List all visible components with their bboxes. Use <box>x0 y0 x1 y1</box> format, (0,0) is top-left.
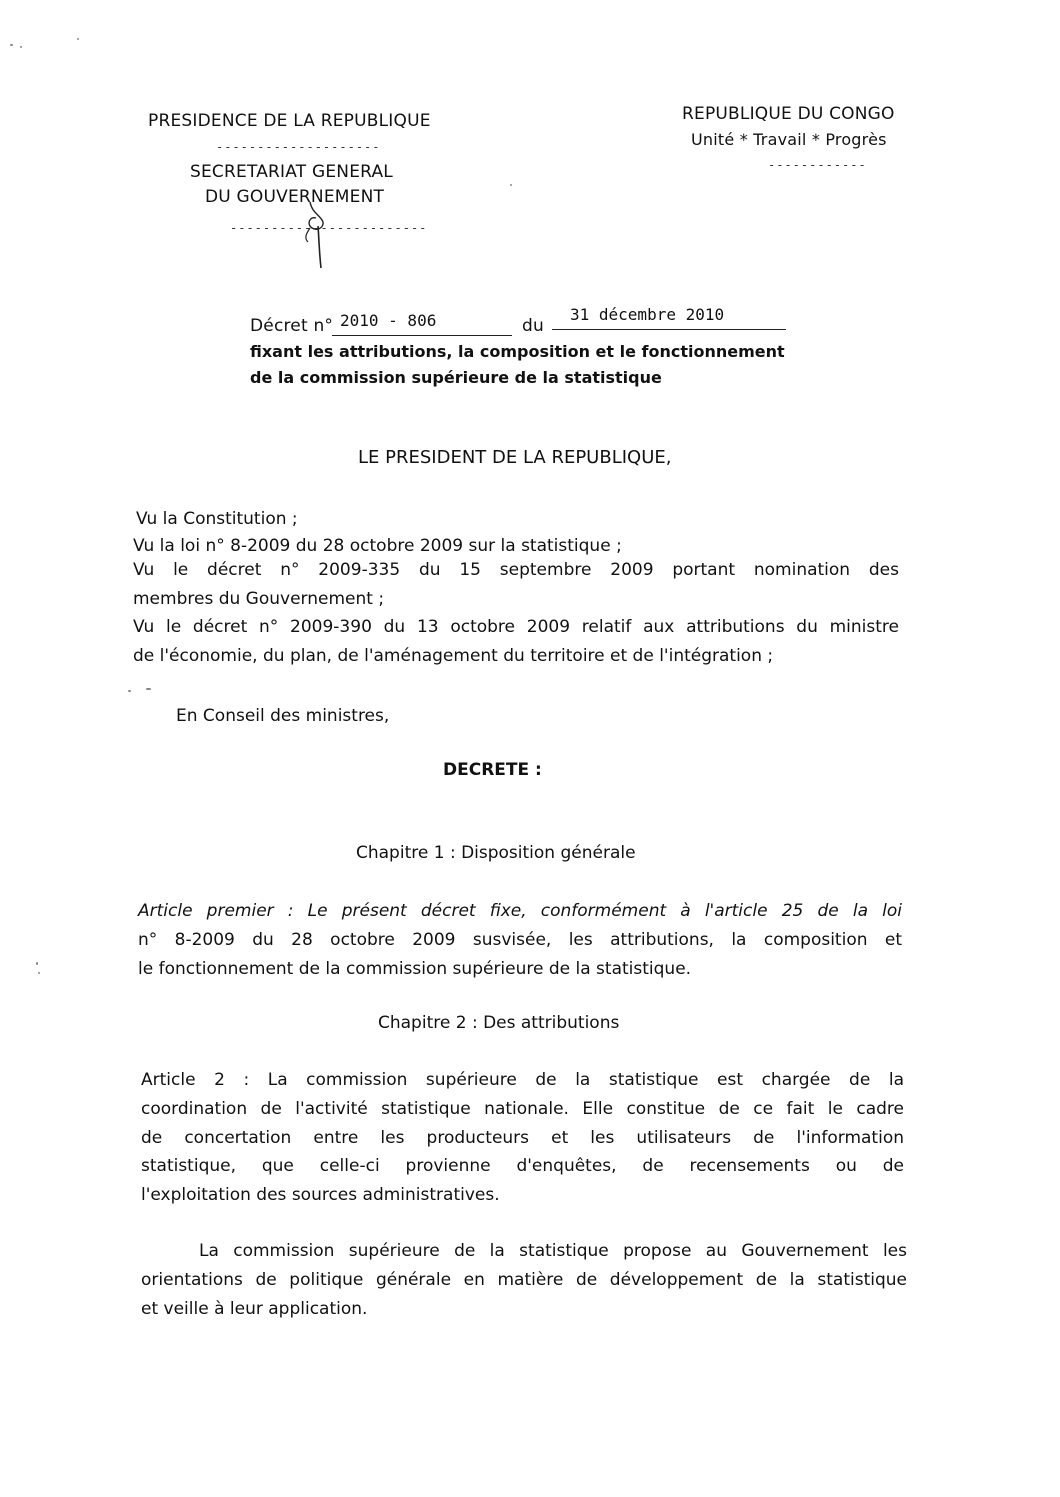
visa-decret-390-line2: de l'économie, du plan, de l'aménagement du territoire et de l'intégration ; <box>133 645 774 666</box>
header-presidence: PRESIDENCE DE LA REPUBLIQUE <box>148 111 431 131</box>
chapter-1-heading: Chapitre 1 : Disposition générale <box>356 843 636 863</box>
header-republique: REPUBLIQUE DU CONGO <box>682 104 895 124</box>
scan-speck <box>128 690 131 692</box>
article-premier-text: Le présent décret fixe, conformément à l'article 25 de la loi <box>307 901 902 921</box>
scan-speck <box>146 688 151 690</box>
article-2-line4: statistique, que celle-ci provienne d'enquêtes, de recensements ou de <box>141 1156 904 1177</box>
scan-speck <box>510 184 512 186</box>
decree-date: 31 décembre 2010 <box>570 305 725 324</box>
article-2-line1: Article 2 : La commission supérieure de la statistique est chargée de la <box>141 1070 904 1090</box>
conseil-des-ministres: En Conseil des ministres, <box>176 706 390 726</box>
article-2-p2-line2: orientations de politique générale en matière de développement de la statistique <box>141 1269 907 1290</box>
article-premier-line2: n° 8-2009 du 28 octobre 2009 susvisée, les attributions, la composition et <box>138 929 902 950</box>
decrete-heading: DECRETE : <box>443 760 542 780</box>
scan-speck <box>36 962 38 965</box>
scan-speck <box>20 46 22 48</box>
article-premier <box>138 897 902 983</box>
article-2-p2-line3: et veille à leur application. <box>141 1298 368 1319</box>
visa-decret-335-line1: Vu le décret n° 2009-335 du 15 septembre 2009 portant nomination des <box>133 560 899 580</box>
visa-constitution: Vu la Constitution ; <box>136 509 298 529</box>
scan-speck <box>10 44 13 46</box>
decree-date-field <box>552 307 786 330</box>
header-separator-2: ------------------------ <box>230 221 428 235</box>
visa-decret-390-line1: Vu le décret n° 2009-390 du 13 octobre 2009 relatif aux attributions du ministre <box>133 617 899 637</box>
visa-decret-390 <box>133 613 899 671</box>
scan-speck <box>38 972 40 974</box>
decree-label: Décret n° <box>250 316 334 336</box>
article-2-paragraph-2 <box>141 1237 907 1323</box>
article-2-line5: l'exploitation des sources administratives. <box>141 1185 500 1206</box>
visa-decret-335 <box>133 556 899 614</box>
header-separator-right: ------------ <box>768 158 867 172</box>
header-gouvernement: DU GOUVERNEMENT <box>205 187 385 207</box>
president-heading: LE PRESIDENT DE LA REPUBLIQUE, <box>358 447 672 468</box>
article-2-line2: coordination de l'activité statistique nationale. Elle constitue de ce fait le cadre <box>141 1098 904 1119</box>
decree-number: 2010 - 806 <box>340 311 437 330</box>
article-2-line3: de concertation entre les producteurs et les utilisateurs de l'information <box>141 1127 904 1148</box>
decree-subject-line2: de la commission supérieure de la statistique <box>250 368 662 387</box>
header-separator-1: -------------------- <box>216 140 381 154</box>
scan-speck <box>77 38 79 40</box>
article-premier-line1 <box>138 897 902 926</box>
chapter-2-heading: Chapitre 2 : Des attributions <box>378 1013 620 1033</box>
decree-number-field <box>332 313 512 336</box>
visa-loi: Vu la loi n° 8-2009 du 28 octobre 2009 sur la statistique ; <box>133 536 622 556</box>
article-premier-label: Article premier : <box>138 901 294 921</box>
article-2-p2-line1: La commission supérieure de la statistique propose au Gouvernement les <box>199 1241 907 1261</box>
handwritten-initial-mark <box>288 198 338 274</box>
header-secretariat: SECRETARIAT GENERAL <box>190 162 393 182</box>
decree-subject-line1: fixant les attributions, la composition et le fonctionnement <box>250 342 785 361</box>
visa-decret-335-line2: membres du Gouvernement ; <box>133 588 385 609</box>
header-motto: Unité * Travail * Progrès <box>691 130 887 149</box>
decree-du-label: du <box>522 316 544 336</box>
article-2 <box>141 1066 904 1210</box>
article-premier-line3: le fonctionnement de la commission supérieure de la statistique. <box>138 958 692 979</box>
